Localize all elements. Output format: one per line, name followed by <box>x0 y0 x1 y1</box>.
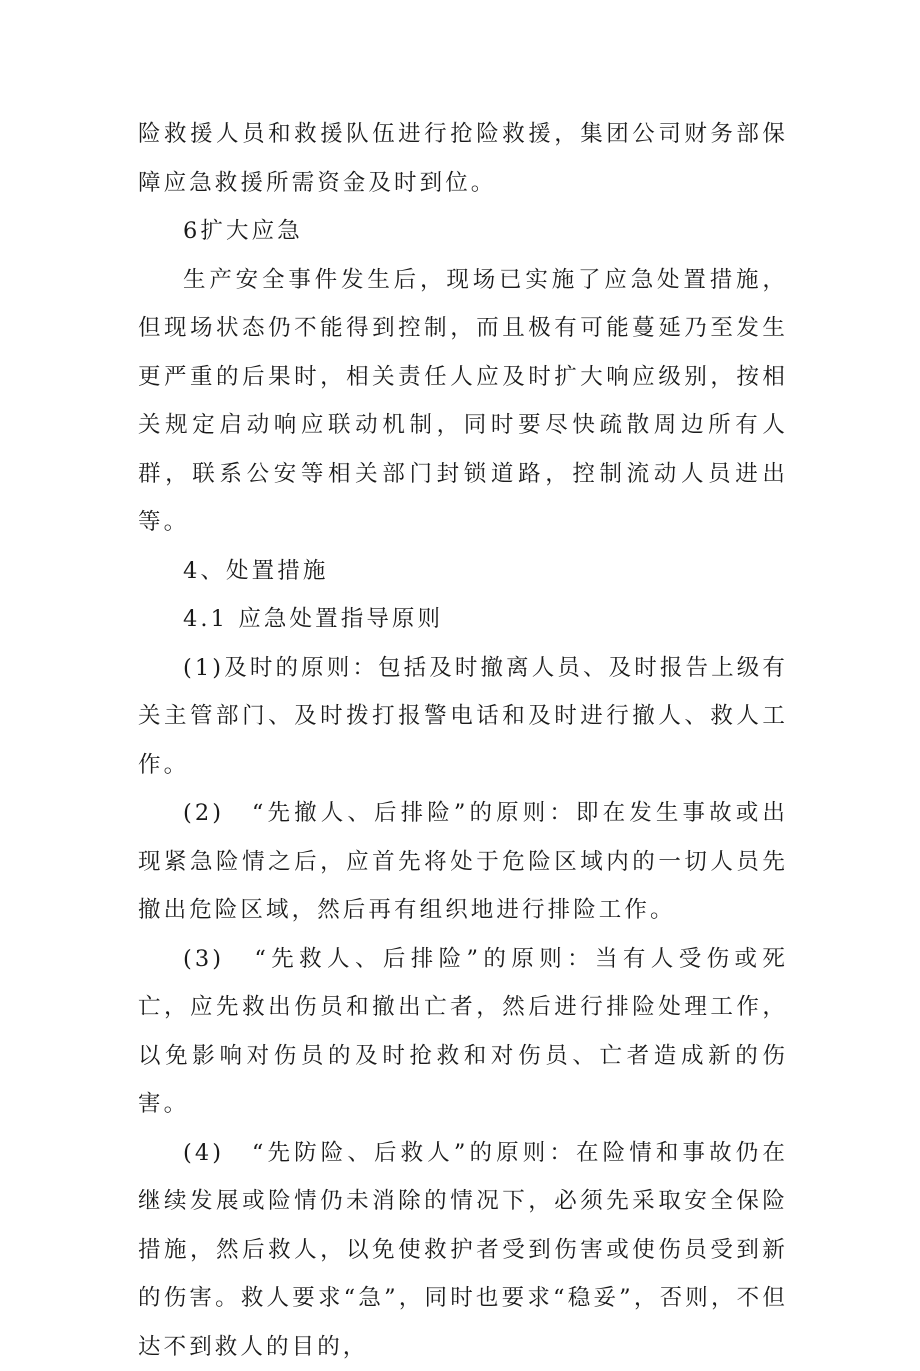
paragraph-expand-emergency: 生产安全事件发生后，现场已实施了应急处置措施，但现场状态仍不能得到控制，而且极有可能蔓延乃至发生更严重的后果时，相关责任人应及时扩大响应级别，按相关规定启动响应联动机制，同时要尽快疏散周边所有人群，联系公安等相关部门封锁道路，控制流动人员进出等。 <box>138 256 788 547</box>
heading-disposal-measures: 4、处置措施 <box>138 547 788 596</box>
paragraph-rescue-funding: 险救援人员和救援队伍进行抢险救援，集团公司财务部保障应急救援所需资金及时到位。 <box>138 110 788 207</box>
document-page <box>138 110 788 1371</box>
principle-1: (1)及时的原则：包括及时撤离人员、及时报告上级有关主管部门、及时拨打报警电话和及时进行撤人、救人工作。 <box>138 644 788 790</box>
principle-3: (3) “先救人、后排险”的原则：当有人受伤或死亡，应先救出伤员和撤出亡者，然后进行排险处理工作，以免影响对伤员的及时抢救和对伤员、亡者造成新的伤害。 <box>138 935 788 1129</box>
principle-4: (4) “先防险、后救人”的原则：在险情和事故仍在继续发展或险情仍未消除的情况下，必须先采取安全保险措施，然后救人，以免使救护者受到伤害或使伤员受到新的伤害。救人要求“急”，同时也要求“稳妥”，否则，不但达不到救人的目的， <box>138 1129 788 1371</box>
principle-2: (2) “先撤人、后排险”的原则：即在发生事故或出现紧急险情之后，应首先将处于危险区域内的一切人员先撤出危险区域，然后再有组织地进行排险工作。 <box>138 789 788 935</box>
heading-guiding-principles: 4.1 应急处置指导原则 <box>138 595 788 644</box>
heading-expand-emergency: 6扩大应急 <box>138 207 788 256</box>
